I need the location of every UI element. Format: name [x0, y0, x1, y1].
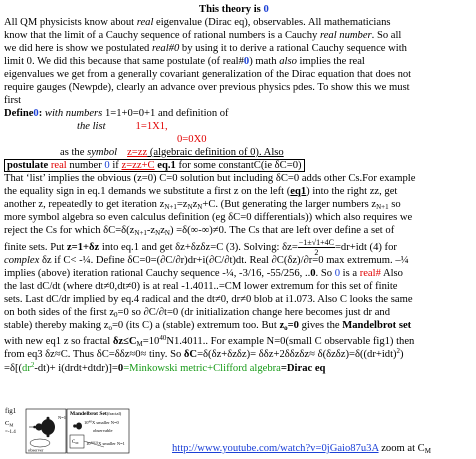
para3-line2: implies (above) iteration rational Cauchy sequence -¼, -3/16, -55/256, ..0. So 0 is a real# Also [4, 268, 403, 279]
page-title [199, 3, 269, 16]
fig-cm-label: $C_M$ [5, 420, 14, 428]
para3-line1: complex δz if C< -¼. Define δC=0=(∂C/∂r)dr+i(∂C/∂t)dt. Real ∂C(δz)/∂r=0 max extremum. –¼ [4, 255, 409, 266]
para3-line4: sets. Last dC/dr implied by eq.4 radical and the dt≠0, dr≠0 blob at i1.073. Also C looks the same [4, 294, 413, 305]
fig-scale2: $10^{40(2)}X$ smaller N=1 [86, 440, 125, 446]
para3-line7: with new eq1 z so fractal $\delta z\le C_M=10^{40}N1.4011$.. For example N=0(small C observable fig1) then [4, 334, 415, 348]
para1-line7: first [4, 95, 22, 106]
para2-line1: That ‘list’ implies the obvious (z=0) C=0 solution but including δC=0 adds other Cs.For example [4, 173, 416, 184]
fig-cm-value: =-1.4 [5, 430, 16, 435]
para1-line5: eigenvalues we get from a generally covariant generalization of the Dirac equation that does not [4, 69, 412, 80]
fig-observable-label: observable [93, 428, 113, 433]
title-value: 0 [263, 4, 269, 15]
para3-line8: from eq3 δz≈C. Thus δC=δδz≈0≈ tiny. So $\delta C=\delta(\delta z+\delta z\delta z)= \delta\delta z+2\delta\delta z\delta z\approx \delta(\delta z\delta z)=\delta((dr+idt)^2)$ [4, 347, 404, 360]
para2-line2: the equality sign in eq.1 demands we substitute a first z on the left (eq1) into the right zz, get [4, 186, 398, 197]
para2-line5: reject the Cs for which $\delta C=\delta(z_{N+1}-z_Nz_N) =\delta(\infty-\infty)\ne 0$. The Cs that are left over define a set of [4, 225, 395, 237]
para3-line9: $=\delta[(dr^2-dt)+$ i(drdt+dtdr)]=0=Minkowski metric+Clifford algebra=Dirac eq [4, 361, 326, 374]
define-line: Define0: with numbers 1=1+0=0+1 and definition of [4, 108, 229, 119]
solve-line: finite sets. Put z=1+δz into eq.1 and get δz+δzδz=C (3). Solving: δz= $\frac{-1\pm√1+4C}{2}$ =dr+idt (4) for [4, 238, 397, 257]
para1-line3: we did here is show we postulated real#0 by using it to derive a rational Cauchy sequence with [4, 43, 407, 54]
link-line: http://www.youtube.com/watch?v=0jGaio87u3A zoom at $C_M$ [172, 443, 431, 455]
para3-line3: the last dC/dt (where dt≠0,dt≠0) is at real -1.4011..=CM lower extremum for this set of finite [4, 281, 398, 292]
para1-line2: know that the limit of a Cauchy sequence of rational numbers is a Cauchy real number. So all [4, 30, 402, 41]
para3-line5: on both sides of the first $z_0=0$ so ∂C/∂t=0 (dr initialization change here becomes just dr and [4, 307, 391, 319]
fig-observer-label: observer [28, 447, 44, 453]
list-line1: the list 1=1X1, [77, 121, 168, 132]
fig-n1-label: N=1 [58, 415, 67, 420]
youtube-link[interactable]: http://www.youtube.com/watch?v=0jGaio87u3A [172, 443, 379, 454]
fig-title: Mandelbrot Set(fractal) [70, 411, 122, 417]
symbol-line: as the symbol z=zz (algebraic definition of 0). Also [60, 147, 284, 158]
para1-line6: require gauges (Newpde), clearly an advance over previous physics pdes. To show this we must [4, 82, 410, 93]
list-line2: 0=0X0 [177, 134, 207, 145]
para1-line1: All QM physicists know about real eigenvalue (Dirac eq), observables. All mathematicians [4, 17, 391, 28]
mandelbrot-figure [4, 405, 167, 455]
para2-line4: more symbol algebra so even calculus definition (eg δC=0 differentials)) which also requires we [4, 212, 413, 223]
para1-line4: limit 0. We did this because that same postulate (of real#0) math also implies the real [4, 56, 365, 67]
title-text: This theory is [199, 4, 264, 15]
fig-scale1: $10^{40}X$ smaller N=0 [84, 419, 119, 425]
quadratic-fraction: $\frac{-1\pm√1+4C}{2}$ [298, 238, 334, 257]
para2-line3: another z, repeatedly to get iteration $z_{N+1}=z_Nz_N+C$. (But generating the larger numbers $z_{N+1}$ so [4, 199, 401, 211]
para3-line6: stable) thereby making $z_o=0$ (its C) a (stable) extremum too. But $z_o=0$ gives the Mandelbrot set [4, 320, 412, 332]
fig-label: fig1 [5, 407, 17, 415]
fig-cm-box-label: $C_M$ [72, 440, 79, 445]
postulate-line: postulate real number 0 if z=zz+C eq.1 for some constantC(ie δC=0) [4, 159, 305, 172]
zoom-text: zoom at C [378, 443, 425, 454]
